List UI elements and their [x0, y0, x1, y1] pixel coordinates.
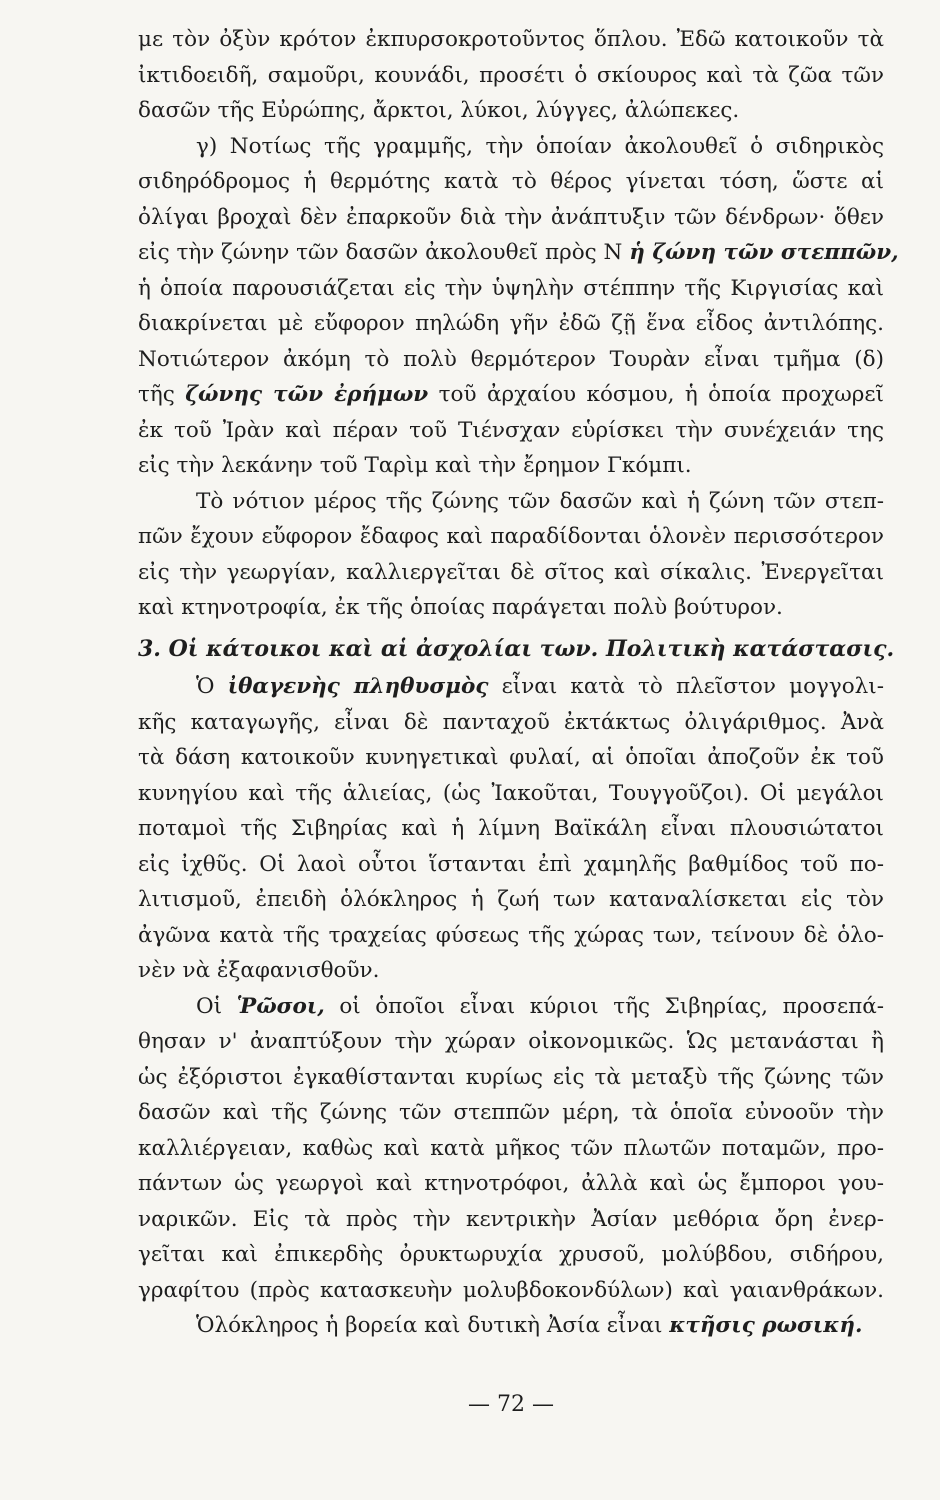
line-text: τῆς — [138, 382, 175, 407]
line-text: με τὸν ὀξὺν κρότον ἐκπυρσοκροτοῦντος ὅπλου. Ἐδῶ κατοικοῦν τὰ — [138, 27, 884, 52]
line-text: δασῶν καὶ τῆς ζώνης τῶν στεππῶν μέρη, τὰ ὁποῖα εὐνοοῦν τὴν — [138, 1100, 884, 1125]
paragraph-first-line — [138, 484, 884, 520]
line-text: ἀγῶνα κατὰ τῆς τραχείας φύσεως τῆς χώρας των, τείνουν δὲ ὁλο- — [138, 922, 884, 948]
body-text — [138, 22, 899, 1344]
paragraph-first-line — [138, 669, 884, 705]
text-line — [138, 200, 884, 236]
text-line — [138, 1237, 884, 1273]
line-text: Τὸ νότιον μέρος τῆς ζώνης τῶν δασῶν καὶ ἡ ζώνη τῶν στεπ- — [196, 488, 884, 514]
line-text: γ) Νοτίως τῆς γραμμῆς, τὴν ὁποίαν ἀκολουθεῖ ὁ σιδηρικὸς — [196, 133, 884, 159]
text-line — [138, 590, 884, 626]
paragraph-first-line — [138, 1308, 884, 1344]
text-line — [138, 1202, 884, 1238]
line-text: εἰς τὴν γεωργίαν, καλλιεργεῖται δὲ σῖτος καὶ σίκαλις. Ἐνεργεῖται — [138, 559, 884, 585]
text-line — [138, 776, 884, 812]
paragraph-first-line — [138, 129, 884, 165]
line-text: διακρίνεται μὲ εὔφορον πηλώδη γῆν ἐδῶ ζῇ ἕνα εἶδος ἀντιλόπης. — [138, 311, 884, 336]
emphasized-term: κτῆσις ρωσική. — [669, 1313, 863, 1338]
text-line — [138, 519, 884, 555]
text-line — [138, 377, 884, 413]
text-line — [138, 740, 884, 776]
line-text: δασῶν τῆς Εὐρώπης, ἄρκτοι, λύκοι, λύγγες, ἀλώπεκες. — [138, 98, 740, 123]
text-line — [138, 235, 899, 271]
section-heading — [138, 632, 895, 668]
line-text: ἡ ὁποία παρουσιάζεται εἰς τὴν ὑψηλὴν στέππην τῆς Κιργισίας καὶ — [138, 275, 884, 301]
line-text-continued: εἶναι κατὰ τὸ πλεῖστον μογγολι- — [501, 674, 884, 699]
page-number: — 72 — — [468, 1392, 554, 1417]
text-line — [138, 164, 884, 200]
line-text: ποταμοὶ τῆς Σιβηρίας καὶ ἡ λίμνη Βαϊκάλη εἶναι πλουσιώτατοι — [138, 816, 884, 841]
section-heading-text: 3. Οἱ κάτοικοι καὶ αἱ ἀσχολίαι των. Πολιτικὴ κατάστασις. — [138, 635, 895, 662]
text-line — [138, 705, 884, 741]
paragraph-first-line — [138, 989, 884, 1025]
text-line — [138, 953, 884, 989]
line-text: κῆς καταγωγῆς, εἶναι δὲ πανταχοῦ ἐκτάκτως ὀλιγάριθμος. Ἀνὰ — [138, 709, 884, 735]
line-text: γραφίτου (πρὸς κατασκευὴν μολυβδοκονδύλων) καὶ γαιανθράκων. — [138, 1277, 884, 1303]
text-line — [138, 1024, 884, 1060]
text-line — [138, 306, 884, 342]
line-text: καλλιέργειαν, καθὼς καὶ κατὰ μῆκος τῶν πλωτῶν ποταμῶν, προ- — [138, 1135, 884, 1161]
line-text: πάντων ὡς γεωργοὶ καὶ κτηνοτρόφοι, ἀλλὰ καὶ ὡς ἔμποροι γου- — [138, 1171, 884, 1196]
line-text: ἰκτιδοειδῆ, σαμοῦρι, κουνάδι, προσέτι ὁ σκίουρος καὶ τὰ ζῶα τῶν — [138, 62, 884, 88]
line-text: καὶ κτηνοτροφία, ἐκ τῆς ὁποίας παράγεται πολὺ βούτυρον. — [138, 595, 783, 620]
line-text: εἰς τὴν ζώνην τῶν δασῶν ἀκολουθεῖ πρὸς Ν — [138, 240, 623, 265]
line-text: ναρικῶν. Εἰς τὰ πρὸς τὴν κεντρικὴν Ἀσίαν μεθόρια ὄρη ἐνερ- — [138, 1206, 884, 1232]
text-line — [138, 22, 884, 58]
text-line — [138, 847, 884, 883]
emphasized-term: Ῥῶσοι, — [236, 993, 325, 1019]
line-text: Ὁλόκληρος ἡ βορεία καὶ δυτικὴ Ἀσία εἶναι — [196, 1313, 663, 1338]
text-line — [138, 448, 884, 484]
line-text: πῶν ἔχουν εὔφορον ἔδαφος καὶ παραδίδονται ὁλονὲν περισσότερον — [138, 524, 884, 549]
line-text: ὀλίγαι βροχαὶ δὲν ἐπαρκοῦν διὰ τὴν ἀνάπτυξιν τῶν δένδρων· ὅθεν — [138, 204, 884, 230]
line-text: εἰς τὴν λεκάνην τοῦ Ταρὶμ καὶ τὴν ἔρημον Γκόμπι. — [138, 453, 692, 478]
text-line — [138, 58, 884, 94]
text-line — [138, 1060, 884, 1096]
line-text: Οἱ — [196, 993, 223, 1019]
line-text: εἰς ἰχθῦς. Οἱ λαοὶ οὗτοι ἵστανται ἐπὶ χαμηλῆς βαθμίδος τοῦ πο- — [138, 851, 884, 877]
line-text: ὡς ἐξόριστοι ἐγκαθίστανται κυρίως εἰς τὰ μεταξὺ τῆς ζώνης τῶν — [138, 1064, 884, 1090]
text-line — [138, 555, 884, 591]
text-line — [138, 918, 884, 954]
text-line — [138, 1166, 884, 1202]
line-text: τὰ δάση κατοικοῦν κυνηγετικαὶ φυλαί, αἱ ὁποῖαι ἀποζοῦν ἐκ τοῦ — [138, 745, 884, 770]
line-text: θησαν ν' ἀναπτύξουν τὴν χώραν οἰκονομικῶς. Ὡς μετανάσται ἢ — [138, 1029, 884, 1054]
text-line — [138, 271, 884, 307]
text-line — [138, 1131, 884, 1167]
line-text: Νοτιώτερον ἀκόμη τὸ πολὺ θερμότερον Τουρὰν εἶναι τμῆμα (δ) — [138, 346, 884, 372]
line-text: σιδηρόδρομος ἡ θερμότης κατὰ τὸ θέρος γίνεται τόση, ὥστε αἱ — [138, 169, 884, 194]
text-line — [138, 1273, 884, 1309]
text-line — [138, 882, 884, 918]
line-text: ἐκ τοῦ Ἰρὰν καὶ πέραν τοῦ Τιένσχαν εὑρίσκει τὴν συνέχειάν της — [138, 417, 884, 443]
text-line — [138, 413, 884, 449]
emphasized-term: ἡ ζώνη τῶν στεππῶν, — [629, 240, 899, 265]
line-text-continued: οἱ ὁποῖοι εἶναι κύριοι τῆς Σιβηρίας, προσεπά- — [339, 993, 885, 1019]
line-text: γεῖται καὶ ἐπικερδὴς ὀρυκτωρυχία χρυσοῦ, μολύβδου, σιδήρου, — [138, 1242, 884, 1267]
text-line — [138, 93, 884, 129]
line-text: κυνηγίου καὶ τῆς ἁλιείας, (ὡς Ἰακοῦται, Τουγγοῦζοι). Οἱ μεγάλοι — [138, 780, 884, 806]
line-text: νὲν νὰ ἐξαφανισθοῦν. — [138, 958, 380, 983]
line-text: Ὁ — [196, 674, 215, 699]
text-line — [138, 1095, 884, 1131]
text-line — [138, 811, 884, 847]
text-line — [138, 342, 884, 378]
line-text-continued: τοῦ ἀρχαίου κόσμου, ἡ ὁποία προχωρεῖ — [438, 382, 884, 407]
line-text: λιτισμοῦ, ἐπειδὴ ὁλόκληρος ἡ ζωή των καταναλίσκεται εἰς τὸν — [138, 887, 884, 912]
emphasized-term: ζώνης τῶν ἐρήμων — [185, 382, 429, 407]
emphasized-term: ἰθαγενὴς πληθυσμὸς — [227, 674, 489, 699]
